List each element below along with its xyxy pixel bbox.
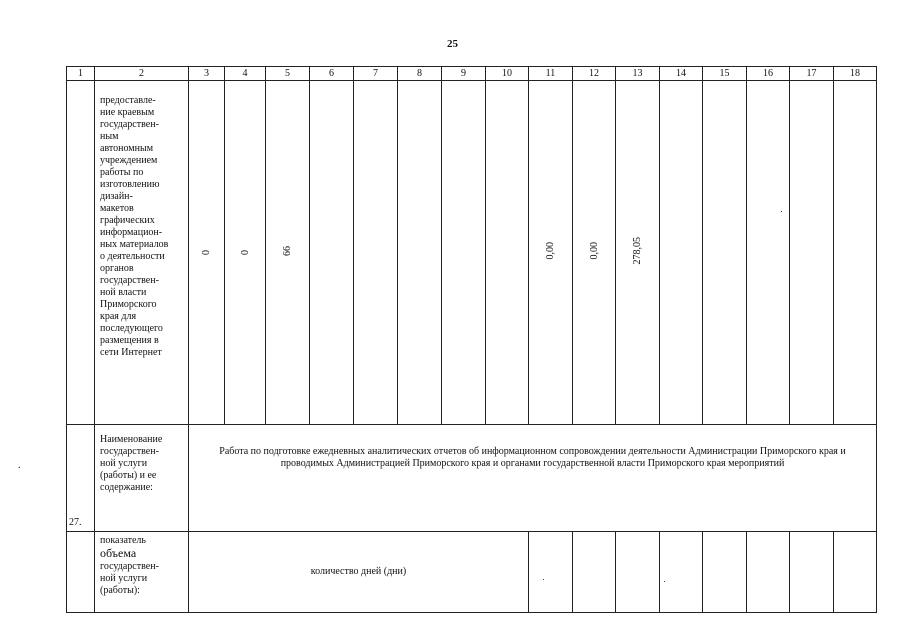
service-col-6 bbox=[310, 81, 354, 425]
indicator-col-13 bbox=[616, 532, 660, 613]
service-col-14 bbox=[660, 81, 703, 425]
service-col-17 bbox=[790, 81, 834, 425]
scan-speck bbox=[543, 579, 544, 580]
service-col-11-value: 0,00 bbox=[545, 241, 556, 260]
service-col-15 bbox=[703, 81, 747, 425]
indicator-label-rest: государствен- ной услуги (работы): bbox=[100, 561, 159, 596]
service-row bbox=[67, 81, 877, 425]
indicator-col-17 bbox=[790, 532, 834, 613]
service-col-12 bbox=[573, 81, 616, 425]
service-col-3-value: 0 bbox=[201, 249, 212, 255]
service-col-16 bbox=[747, 81, 790, 425]
indicator-col-18 bbox=[834, 532, 877, 613]
stray-mark: . bbox=[18, 460, 21, 471]
header-cell-10: 10 bbox=[486, 67, 529, 81]
service-col-13 bbox=[616, 81, 660, 425]
header-cell-12: 12 bbox=[573, 67, 616, 81]
service-col-9 bbox=[442, 81, 486, 425]
indicator-row-number-cell bbox=[67, 532, 95, 613]
service-col-5-value: 66 bbox=[282, 245, 293, 256]
indicator-col-14 bbox=[660, 532, 703, 613]
header-cell-15: 15 bbox=[703, 67, 747, 81]
header-cell-11: 11 bbox=[529, 67, 573, 81]
indicator-col-12 bbox=[573, 532, 616, 613]
service-col-8 bbox=[398, 81, 442, 425]
header-row bbox=[67, 67, 877, 81]
service-description: предоставле- ние краевым государствен- ным автономным учреждением работы по изготовлению дизайн- макетов графических информацион- ных материалов о деятельности органов государствен- ной власти Приморского края для последующего размещения в сети Интернет bbox=[95, 81, 189, 425]
header-cell-8: 8 bbox=[398, 67, 442, 81]
service-col-18 bbox=[834, 81, 877, 425]
indicator-label-line-1: показатель bbox=[100, 535, 146, 546]
row-27 bbox=[67, 425, 877, 532]
row-27-number: 27. bbox=[67, 425, 95, 532]
header-cell-6: 6 bbox=[310, 67, 354, 81]
header-cell-5: 5 bbox=[266, 67, 310, 81]
service-col-5 bbox=[266, 81, 310, 425]
service-col-10 bbox=[486, 81, 529, 425]
service-col-3 bbox=[189, 81, 225, 425]
service-col-12-value: 0,00 bbox=[588, 241, 600, 260]
header-cell-7: 7 bbox=[354, 67, 398, 81]
header-cell-3: 3 bbox=[189, 67, 225, 81]
header-cell-14: 14 bbox=[660, 67, 703, 81]
indicator-label-line-2: объема bbox=[100, 546, 137, 560]
row-27-label: Наименование государствен- ной услуги (работы) и ее содержание: bbox=[95, 425, 189, 532]
indicator-label bbox=[95, 532, 189, 613]
page-number: 25 bbox=[447, 38, 458, 50]
indicator-col-15 bbox=[703, 532, 747, 613]
header-cell-4: 4 bbox=[225, 67, 266, 81]
header-cell-18: 18 bbox=[834, 67, 877, 81]
service-col-4-value: 0 bbox=[239, 249, 251, 255]
row-27-content: Работа по подготовке ежедневных аналитических отчетов об информационном сопровождении деятельности Администрации Приморского края и проводимых Администрацией Приморского края и органами государственной власти Приморского края мероприятий bbox=[189, 425, 877, 532]
scan-speck bbox=[664, 581, 665, 582]
indicator-col-11 bbox=[529, 532, 573, 613]
indicator-col-16 bbox=[747, 532, 790, 613]
header-cell-2: 2 bbox=[95, 67, 189, 81]
service-col-11 bbox=[529, 81, 573, 425]
header-cell-17: 17 bbox=[790, 67, 834, 81]
service-row-number-cell bbox=[67, 81, 95, 425]
header-cell-1: 1 bbox=[67, 67, 95, 81]
service-col-13-value: 278,05 bbox=[632, 236, 643, 265]
indicator-unit: количество дней (дни) bbox=[189, 532, 529, 613]
header-cell-16: 16 bbox=[747, 67, 790, 81]
header-cell-13: 13 bbox=[616, 67, 660, 81]
service-col-7 bbox=[354, 81, 398, 425]
header-cell-9: 9 bbox=[442, 67, 486, 81]
report-table bbox=[66, 66, 877, 613]
scan-speck bbox=[781, 211, 782, 212]
service-col-4 bbox=[225, 81, 266, 425]
indicator-row bbox=[67, 532, 877, 613]
